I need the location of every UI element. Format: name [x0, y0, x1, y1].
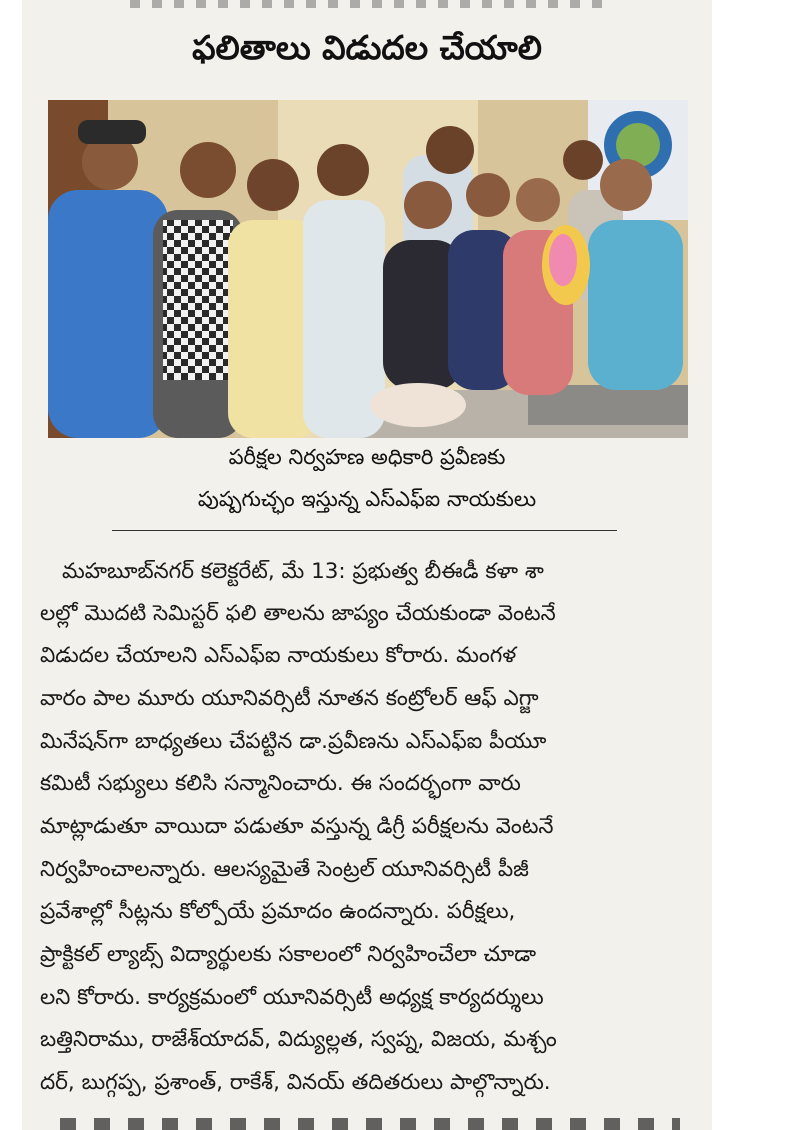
body-line: మహబూబ్‌నగర్ కలెక్టరేట్, మే 13: ప్రభుత్వ బీఈడీ కళా శా	[62, 559, 544, 584]
photo-caption-line-1: పరీక్షల నిర్వహణ అధికారి ప్రవీణకు	[228, 445, 506, 469]
body-line: ప్రాక్టికల్ ల్యాబ్స్ విద్యార్థులకు సకాలంలో నిర్వహించేలా చూడా	[40, 942, 537, 967]
body-line: మినేషన్‌గా బాధ్యతలు చేపట్టిన డా.ప్రవీణను ఎస్ఎఫ్ఐ పీయూ	[40, 729, 547, 754]
photo-caption-line-2: పుష్పగుచ్ఛం ఇస్తున్న ఎస్ఎఫ్ఐ నాయకులు	[197, 487, 537, 511]
body-line: లని కోరారు. కార్యక్రమంలో యూనివర్సిటీ అధ్యక్ష కార్యదర్శులు	[40, 985, 544, 1010]
article-photo	[48, 100, 688, 438]
group-photo-icon	[48, 100, 688, 438]
clipped-next-text	[60, 1118, 680, 1130]
body-line: నిర్వహించాలన్నారు. ఆలస్యమైతే సెంట్రల్ యూనివర్సిటీ పీజీ	[40, 857, 529, 882]
body-line: ప్రవేశాల్లో సీట్లను కోల్పోయే ప్రమాదం ఉందన్నారు. పరీక్షలు,	[40, 899, 516, 924]
body-line: లల్లో మొదటి సెమిస్టర్ ఫలి తాలను జాప్యం చేయకుండా వెంటనే	[40, 601, 556, 626]
caption-divider	[112, 530, 617, 531]
body-line: బత్తినిరాము, రాజేశ్‌యాదవ్, విద్యుల్లత, స్వప్న, విజయ, మశ్చం	[40, 1027, 557, 1052]
body-line: వారం పాల మూరు యూనివర్సిటీ నూతన కంట్రోలర్ ఆఫ్ ఎగ్జా	[40, 686, 539, 711]
article-headline: ఫలితాలు విడుదల చేయాలి	[192, 28, 542, 67]
clipped-previous-text	[130, 0, 610, 8]
body-line: దర్, బుగ్గప్ప, ప్రశాంత్, రాకేశ్, వినయ్ తదితరులు పాల్గొన్నారు.	[40, 1070, 551, 1095]
body-line: మాట్లాడుతూ వాయిదా పడుతూ వస్తున్న డిగ్రీ పరీక్షలను వెంటనే	[40, 814, 554, 839]
body-line: కమిటీ సభ్యులు కలిసి సన్మానించారు. ఈ సందర్భంగా వారు	[40, 771, 521, 796]
body-line: విడుదల చేయాలని ఎస్ఎఫ్ఐ నాయకులు కోరారు. మంగళ	[40, 643, 517, 668]
